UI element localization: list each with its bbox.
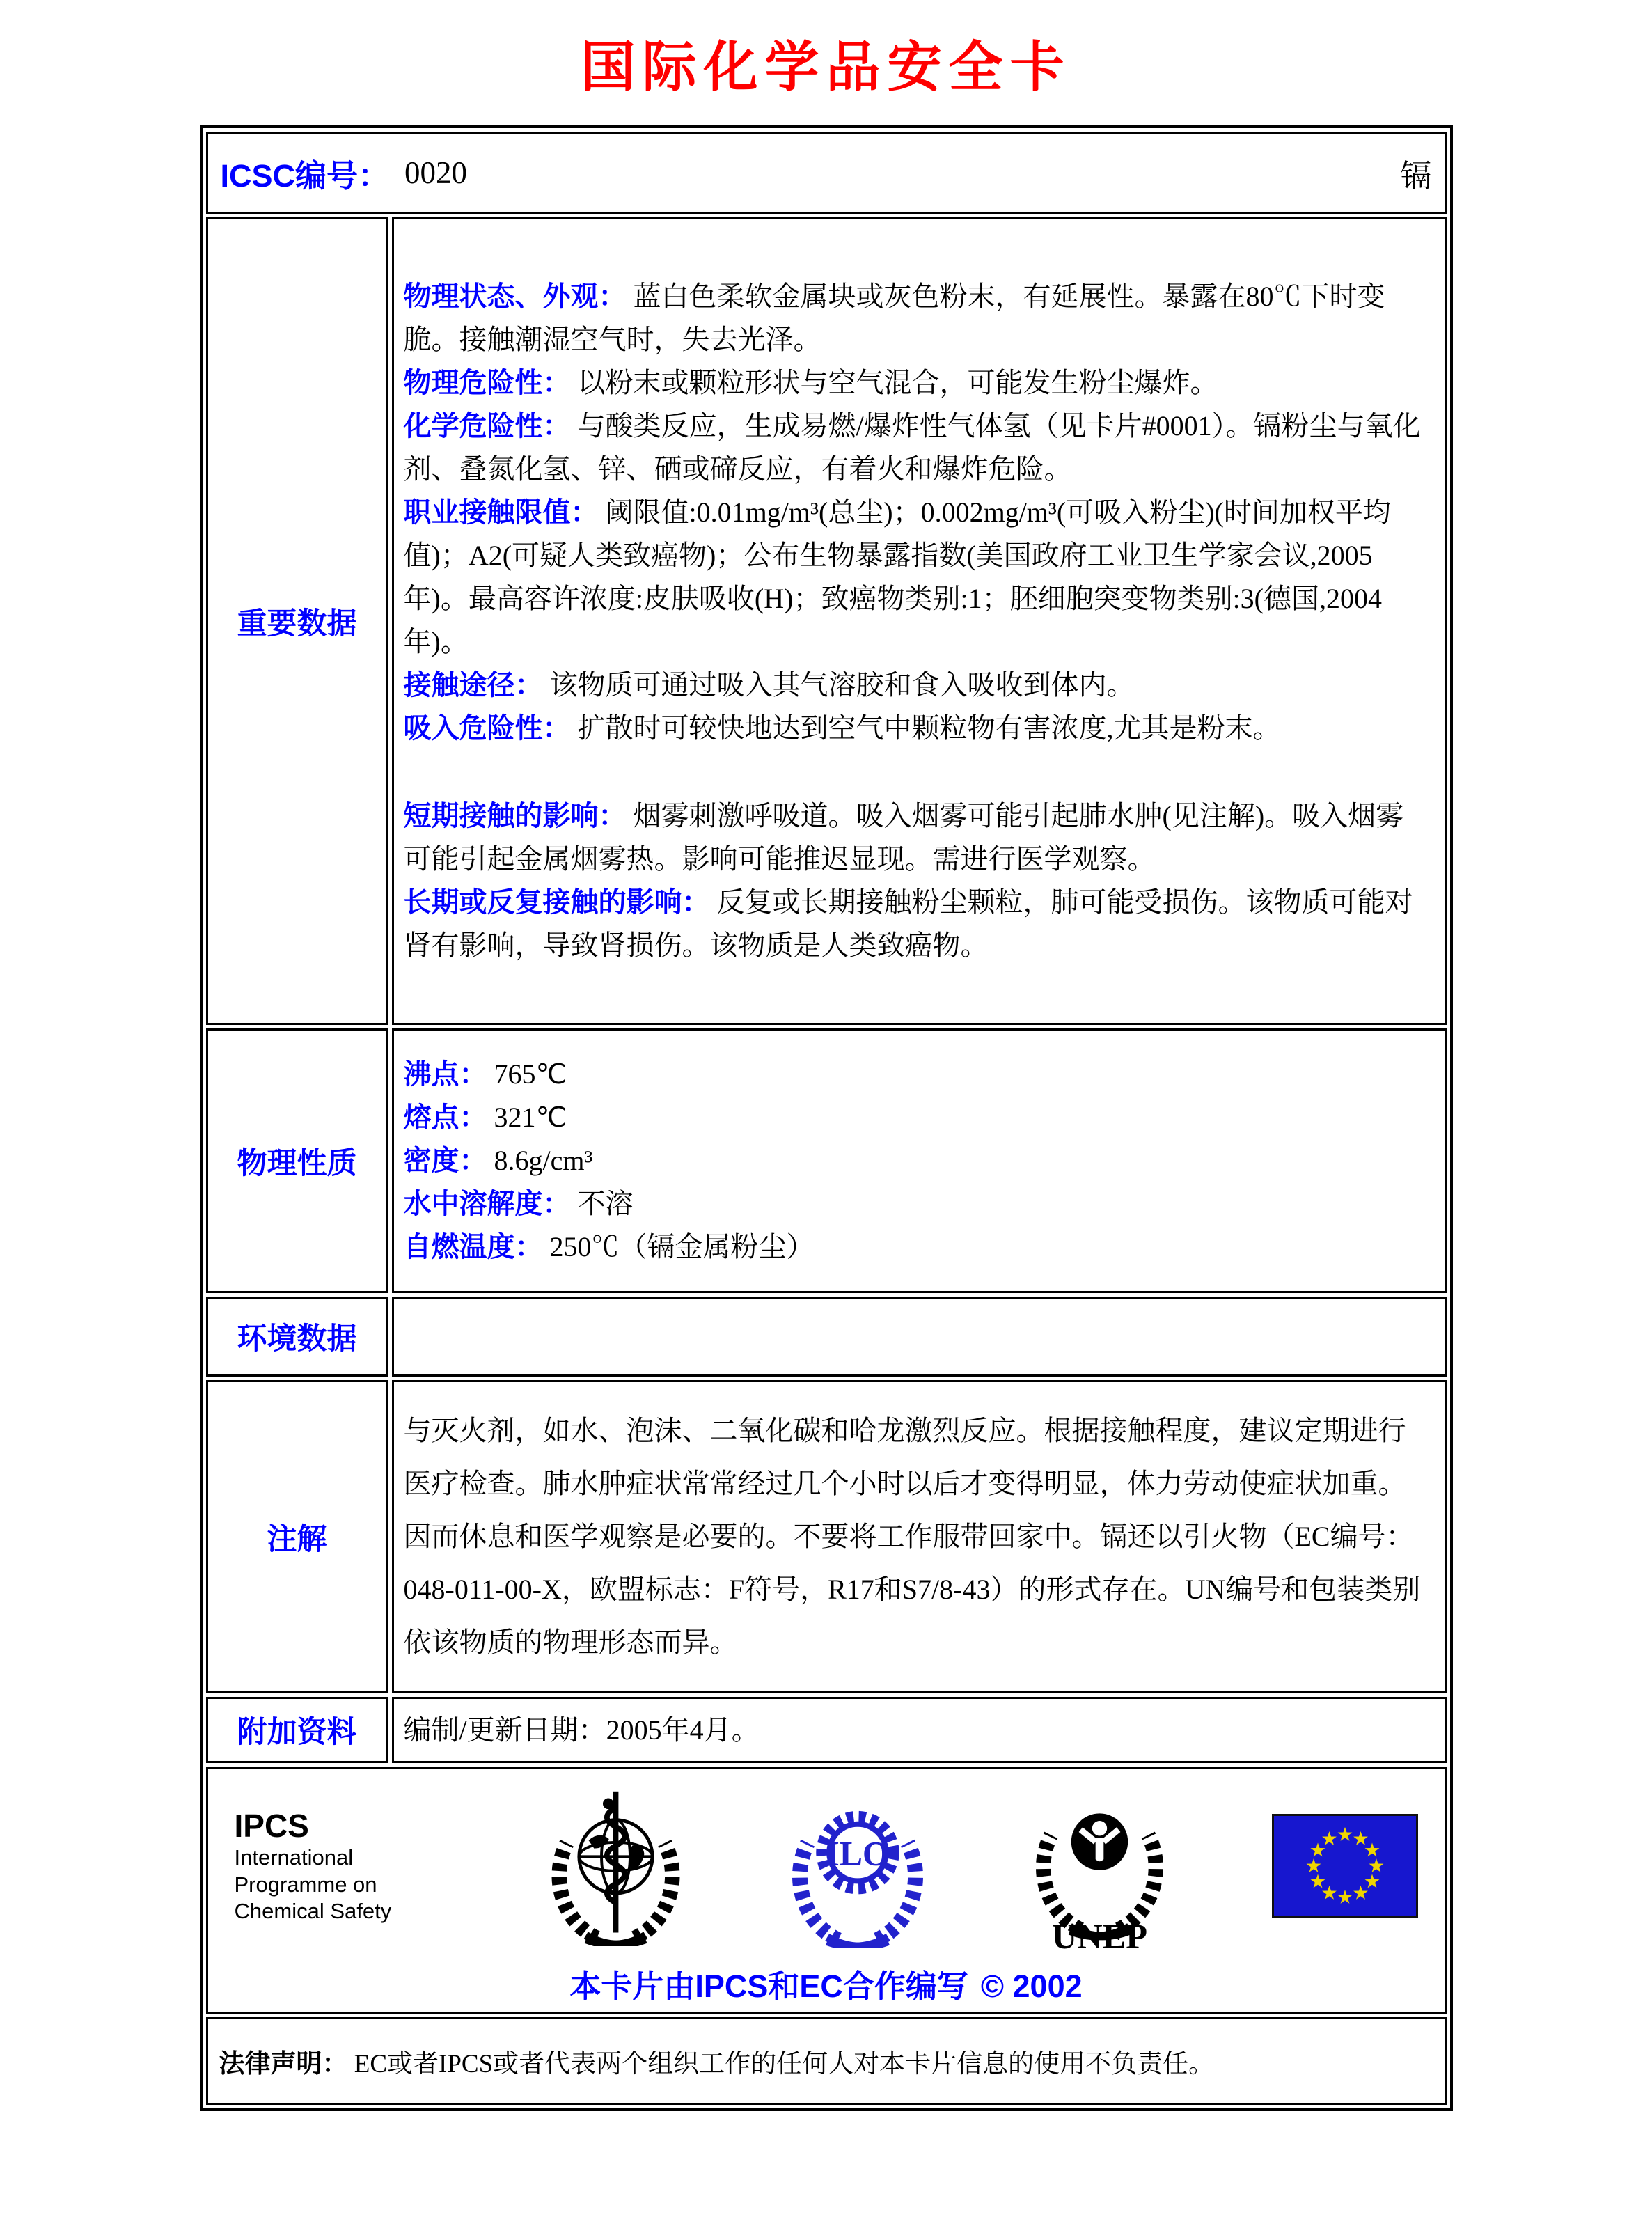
important-data-row [206,217,1447,1025]
icsc-number-label: ICSC编号： [220,157,390,194]
additional-info-row [206,1697,1447,1763]
field-density [404,1139,1431,1182]
icsc-card-table [200,125,1453,2111]
field-short-term-effects [404,794,1431,881]
field-text: 321℃ [494,1102,567,1133]
field-chemical-hazard [404,405,1431,491]
substance-name: 镉 [1400,158,1432,194]
ipcs-subtitle-line: International [234,1845,354,1870]
field-water-solubility [404,1182,1431,1225]
ilo-logo-icon [788,1785,927,1948]
section-label-physical-properties: 物理性质 [206,1028,388,1293]
field-text: 与酸类反应，生成易燃/爆炸性气体氢（见卡片#0001）。镉粉尘与氧化剂、叠氮化氢、锌、硒或碲反应，有着火和爆炸危险。 [403,410,1421,485]
field-text: 蓝白色柔软金属块或灰色粉末，有延展性。暴露在80℃下时变脆。接触潮湿空气时，失去光泽。 [403,281,1385,355]
field-text: 与灭火剂，如水、泡沫、二氧化碳和哈龙激烈反应。根据接触程度，建议定期进行医疗检查。肺水肿症状常常经过几个小时以后才变得明显，体力劳动使症状加重。因而休息和医学观察是必要的。不要将工作服带回家中。镉还以引火物（EC编号：048-011-00-X，欧盟标志：F符号，R17和S7/8-43）的形式存在。UN编号和包装类别依该物质的物理形态而异。 [403,1415,1421,1658]
section-label-notes: 注解 [206,1380,388,1693]
field-label: 吸入危险性： [403,713,571,744]
credit-line [226,1961,1426,2006]
logos-row [206,1767,1447,2014]
legal-notice-text: EC或者IPCS或者代表两个组织工作的任何人对本卡片信息的使用不负责任。 [354,2050,1215,2078]
field-label: 自燃温度： [403,1232,543,1262]
field-text: 765℃ [494,1058,567,1090]
legal-notice-label: 法律声明： [219,2049,348,2078]
section-content-physical-properties [392,1028,1447,1293]
field-text: 不溶 [577,1188,634,1219]
section-content-environmental-data [392,1297,1447,1377]
field-physical-hazard [404,361,1431,405]
credit-text: 本卡片由IPCS和EC合作编写 [569,1968,968,2004]
field-label: 沸点： [403,1059,487,1090]
field-physical-state [404,275,1431,361]
physical-properties-row [206,1028,1447,1293]
legal-row [206,2017,1447,2105]
field-text: 烟雾刺激呼吸道。吸入烟雾可能引起肺水肿(见注解)。吸入烟雾可能引起金属烟雾热。影响可能推迟显现。需进行医学观察。 [403,800,1404,875]
notes-text [404,1404,1431,1669]
section-label-important-data: 重要数据 [206,217,388,1025]
icsc-number-value: 0020 [404,155,468,190]
field-label: 职业接触限值： [403,497,599,528]
credit-year: © 2002 [980,1968,1083,2004]
field-label: 水中溶解度： [403,1189,571,1219]
additional-info-text [404,1709,1431,1752]
field-text: 以粉末或颗粒形状与空气混合，可能发生粉尘爆炸。 [577,367,1218,398]
field-inhalation-risk [404,707,1431,750]
field-label: 短期接触的影响： [403,801,627,831]
header-row [206,132,1447,214]
section-content-additional-info [392,1697,1447,1763]
logos-cell [206,1767,1447,2014]
ipcs-acronym: IPCS [234,1807,309,1844]
field-text: 反复或长期接触粉尘颗粒，肺可能受损伤。该物质可能对肾有影响，导致肾损伤。该物质是人类致癌物。 [403,886,1413,961]
field-label: 熔点： [403,1102,487,1133]
field-text: 阈限值:0.01mg/m³(总尘)；0.002mg/m³(可吸入粉尘)(时间加权平均值)；A2(可疑人类致癌物)；公布生物暴露指数(美国政府工业卫生学家会议,2005年)。最高容许浓度:皮肤吸收(H)；致癌物类别:1；胚细胞突变物类别:3(德国,2004年)。 [403,496,1391,657]
field-label: 物理状态、外观： [403,281,627,312]
ipcs-logo-block [235,1807,443,1925]
field-autoignition-temperature [404,1225,1431,1269]
field-melting-point [404,1096,1431,1139]
legal-cell [206,2017,1447,2105]
field-label: 接触途径： [403,670,543,700]
ipcs-subtitle-line: Programme on [234,1872,377,1897]
section-content-important-data [392,217,1447,1025]
field-occupational-exposure-limits [404,491,1431,664]
page-title: 国际化学品安全卡 [581,36,1071,97]
notes-row [206,1380,1447,1693]
eu-flag-icon [1272,1814,1418,1918]
field-text: 扩散时可较快地达到空气中颗粒物有害浓度,尤其是粉末。 [577,712,1281,744]
field-label: 物理危险性： [403,368,571,398]
ipcs-subtitle-line: Chemical Safety [234,1899,392,1924]
section-content-notes [392,1380,1447,1693]
field-text: 该物质可通过吸入其气溶胶和食入吸收到体内。 [549,669,1135,700]
field-label: 化学危险性： [403,411,571,441]
section-label-additional-info: 附加资料 [206,1697,388,1763]
ilo-logo-text: ILO [825,1834,890,1873]
field-exposure-routes [404,664,1431,707]
field-text: 8.6g/cm³ [494,1145,593,1176]
header-cell [206,132,1447,214]
field-text: 编制/更新日期：2005年4月。 [403,1714,760,1746]
environmental-data-row [206,1297,1447,1377]
field-label: 密度： [403,1145,487,1176]
unep-logo-text: UNEP [1051,1917,1147,1954]
field-boiling-point [404,1053,1431,1096]
field-long-term-effects [404,881,1431,967]
who-logo-icon [548,1786,684,1946]
field-text: 250℃（镉金属粉尘） [549,1231,815,1262]
unep-logo-icon [1032,1778,1167,1954]
section-label-environmental-data: 环境数据 [206,1297,388,1377]
field-label: 长期或反复接触的影响： [403,887,710,918]
